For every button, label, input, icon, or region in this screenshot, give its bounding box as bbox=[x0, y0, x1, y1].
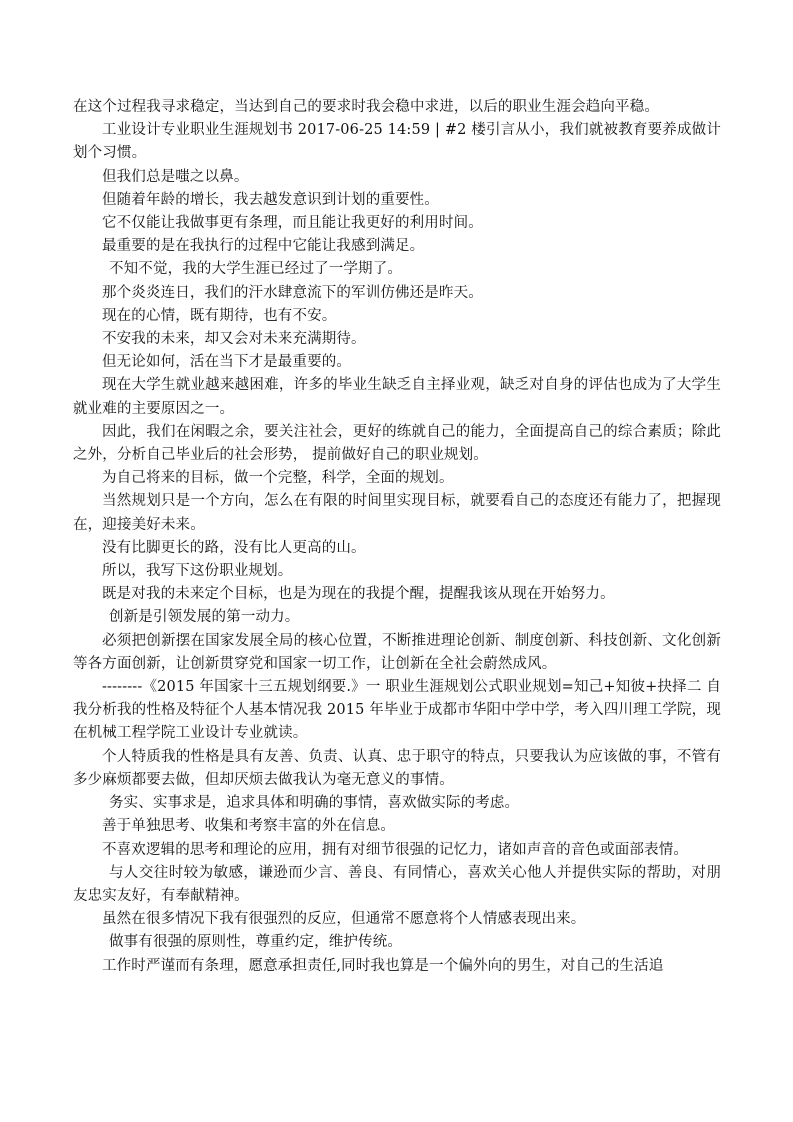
paragraph: --------《2015 年国家十三五规划纲要.》一 职业生涯规划公式职业规划=知己+知彼+抉择二 自我分析我的性格及特征个人基本情况我 2015 年毕业于成都市华阳中学中学，考入四川理工学院，现在机械工程学院工业设计专业就读。 bbox=[73, 679, 721, 742]
document-body bbox=[73, 96, 721, 978]
paragraph: 工作时严谨而有条理，愿意承担责任,同时我也算是一个偏外向的男生，对自己的生活追 bbox=[102, 957, 664, 974]
paragraph: 现在大学生就业越来越困难，许多的毕业生缺乏自主择业观，缺乏对自身的评估也成为了大学生就业难的主要原因之一。 bbox=[73, 377, 721, 417]
paragraph: 在这个过程我寻求稳定，当达到自己的要求时我会稳中求进，以后的职业生涯会趋向平稳。 bbox=[73, 99, 659, 115]
paragraph: 做事有很强的原则性，尊重约定，维护传统。 bbox=[109, 934, 402, 951]
paragraph: 没有比脚更长的路，没有比人更高的山。 bbox=[102, 539, 366, 556]
paragraph: 个人特质我的性格是具有友善、负责、认真、忠于职守的特点，只要我认为应该做的事，不管有多少麻烦都要去做，但却厌烦去做我认为毫无意义的事情。 bbox=[73, 748, 721, 788]
paragraph: 因此，我们在闲暇之余，要关注社会，更好的练就自己的能力，全面提高自己的综合素质；除此之外，分析自己毕业后的社会形势， 提前做好自己的职业规划。 bbox=[73, 423, 721, 464]
paragraph: 必须把创新摆在国家发展全局的核心位置，不断推进理论创新、制度创新、科技创新、文化创新等各方面创新，让创新贯穿党和国家一切工作，让创新在全社会蔚然成风。 bbox=[73, 632, 721, 672]
paragraph: 与人交往时较为敏感，谦逊而少言、善良、有同情心，喜欢关心他人并提供实际的帮助，对朋友忠实友好，有奉献精神。 bbox=[73, 864, 721, 904]
paragraph: 它不仅能让我做事更有条理，而且能让我更好的利用时间。 bbox=[102, 215, 483, 232]
paragraph: 不喜欢逻辑的思考和理论的应用，拥有对细节很强的记忆力，诸如声音的音色或面部表情。 bbox=[102, 841, 688, 858]
paragraph: 但无论如何，活在当下才是最重要的。 bbox=[102, 354, 352, 371]
paragraph: 不知不觉，我的大学生涯已经过了一学期了。 bbox=[109, 261, 402, 278]
paragraph: 现在的心情，既有期待，也有不安。 bbox=[102, 307, 337, 324]
paragraph: 所以，我写下这份职业规划。 bbox=[102, 563, 293, 580]
paragraph: 那个炎炎连日，我们的汗水肆意流下的军训仿佛还是昨天。 bbox=[102, 284, 483, 301]
paragraph: 创新是引领发展的第一动力。 bbox=[109, 609, 300, 626]
paragraph: 但我们总是嗤之以鼻。 bbox=[102, 168, 249, 185]
paragraph: 既是对我的未来定个目标，也是为现在的我提个醒，提醒我该从现在开始努力。 bbox=[102, 586, 615, 603]
paragraph: 虽然在很多情况下我有很强烈的反应，但通常不愿意将个人情感表现出来。 bbox=[102, 911, 586, 928]
paragraph: 不安我的未来，却又会对未来充满期待。 bbox=[102, 331, 366, 348]
paragraph: 务实、实事求是，追求具体和明确的事情，喜欢做实际的考虑。 bbox=[109, 795, 520, 812]
paragraph: 但随着年龄的增长，我去越发意识到计划的重要性。 bbox=[102, 191, 439, 208]
paragraph: 善于单独思考、收集和考察丰富的外在信息。 bbox=[102, 818, 395, 835]
paragraph: 当然规划只是一个方向，怎么在有限的时间里实现目标，就要看自己的态度还有能力了，把握现在，迎接美好未来。 bbox=[73, 493, 721, 533]
paragraph: 工业设计专业职业生涯规划书 2017-06-25 14:59 | #2 楼引言从小，我们就被教育要养成做计划个习惯。 bbox=[73, 122, 721, 162]
paragraph: 最重要的是在我执行的过程中它能让我感到满足。 bbox=[102, 238, 425, 255]
paragraph: 为自己将来的目标，做一个完整，科学，全面的规划。 bbox=[102, 470, 454, 487]
